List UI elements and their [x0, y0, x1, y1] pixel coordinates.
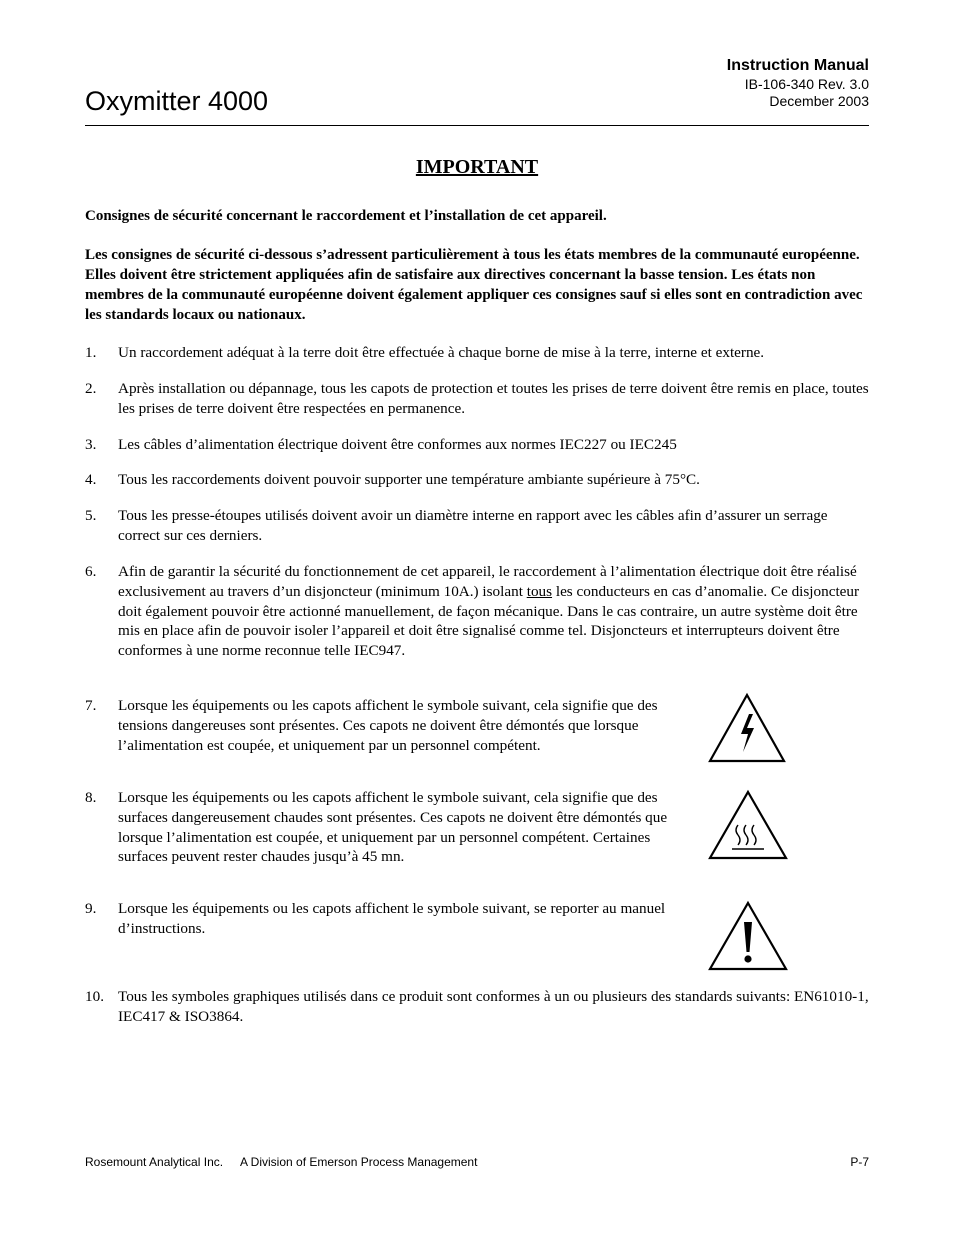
footer-company: Rosemount Analytical Inc.: [85, 1155, 224, 1169]
intro-paragraph-2: Les consignes de sécurité ci-dessous s’adressent particulièrement à tous les états membres de la communauté européenne. Elles doivent être strictement appliquées afin de satisfaire aux directives concernant la basse tension. Les états non membres de la communauté européenne doivent également appliquer ces consignes sauf si elles sont en contradiction avec les standards locaux ou nationaux.: [85, 247, 863, 323]
header-divider: [85, 125, 869, 126]
item-text: Tous les presse-étoupes utilisés doivent avoir un diamètre interne en rapport avec les câbles afin d’assurer un serrage correct sur ces derniers.: [118, 507, 828, 544]
item-text: [118, 562, 869, 661]
item-number: 4.: [85, 471, 97, 488]
doc-date: December 2003: [769, 93, 869, 109]
item-text: Tous les raccordements doivent pouvoir supporter une température ambiante supérieure à 75°C.: [118, 471, 700, 488]
item-number: 9.: [85, 900, 97, 917]
doc-number: IB-106-340 Rev. 3.0: [744, 76, 869, 92]
item-text: Un raccordement adéquat à la terre doit être effectuée à chaque borne de mise à la terre, interne et externe.: [118, 344, 765, 361]
hot-surface-warning-icon: [708, 789, 788, 861]
list-item-5: [85, 506, 872, 546]
item-text: Après installation ou dépannage, tous les capots de protection et toutes les prises de terre doivent être remis en place, toutes les prises de terre doivent être respectées en permanence.: [118, 380, 869, 417]
item-number: 2.: [85, 380, 97, 397]
product-title: Oxymitter 4000: [85, 86, 269, 116]
list-item-9: [85, 899, 685, 939]
high-voltage-warning-icon: [708, 692, 786, 764]
footer-division: A Division of Emerson Process Management: [240, 1155, 478, 1169]
list-item-4: [85, 470, 869, 490]
item-number: 10.: [85, 988, 104, 1005]
list-item-2: [85, 379, 869, 419]
list-item-3: [85, 435, 869, 455]
item-text-underlined: tous: [526, 582, 553, 600]
item-number: 8.: [85, 789, 97, 806]
item-text: Tous les symboles graphiques utilisés dans ce produit sont conformes à un ou plusieurs des standards suivants: EN61010-1, IEC417 & ISO3864.: [118, 988, 869, 1025]
item-text: Les câbles d’alimentation électrique doivent être conformes aux normes IEC227 ou IEC245: [118, 436, 677, 453]
item-number: 6.: [85, 563, 97, 580]
manual-label: Instruction Manual: [726, 57, 869, 74]
list-item-7: [85, 696, 685, 755]
item-text: Lorsque les équipements ou les capots affichent le symbole suivant, cela signifie que des surfaces dangereusement chaudes sont présentes. Ces capots ne doivent être démontés que lorsque l’alimentation est coupée, et uniquement par un personnel compétent. Certaines surfaces peuvent rester chaudes jusqu’à 45 mn.: [118, 789, 668, 866]
item-text-part: les conducteurs en cas d’anomalie. Ce disjoncteur doit également pouvoir être actionné manuellement, de façon mécanique. Dans le cas contraire, un autre système doit être mis en place afin de pouvoir isoler l’appareil et doit être signalisé comme tel. Disjoncteurs et interrupteurs doivent être conformes à une norme reconnue telle IEC947.: [118, 582, 860, 660]
list-item-10: [85, 987, 869, 1027]
intro-paragraph-1: Consignes de sécurité concernant le raccordement et l’installation de cet appareil.: [85, 208, 607, 224]
item-number: 5.: [85, 507, 97, 524]
item-number: 3.: [85, 436, 97, 453]
page-heading: IMPORTANT: [415, 156, 539, 178]
header-doc-info: [727, 56, 869, 110]
caution-exclamation-icon: [708, 900, 788, 972]
list-item-8: [85, 788, 685, 867]
item-number: 1.: [85, 344, 97, 361]
list-item-6: [85, 562, 869, 661]
item-text: Lorsque les équipements ou les capots affichent le symbole suivant, se reporter au manuel d’instructions.: [118, 900, 666, 937]
page-number: P-7: [850, 1155, 869, 1169]
item-number: 7.: [85, 697, 97, 714]
list-item-1: [85, 343, 869, 363]
item-text: Lorsque les équipements ou les capots affichent le symbole suivant, cela signifie que des tensions dangereuses sont présentes. Ces capots ne doivent être démontés que lorsque l’alimentation est coupée, et uniquement par un personnel compétent.: [118, 697, 658, 754]
item-text-part: Afin de garantir la sécurité du fonctionnement de cet appareil, le raccordement à l’alimentation électrique doit être réalisé exclusivement au travers d’un disjoncteur (minimum 10A.) isolant: [118, 563, 857, 600]
